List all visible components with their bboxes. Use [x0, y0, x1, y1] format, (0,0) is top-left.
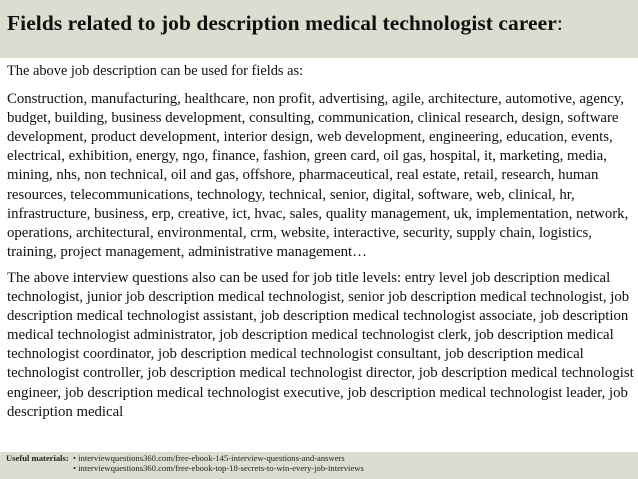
footer-link-2[interactable]: • interviewquestions360.com/free-ebook-top-18-secrets-to-win-every-job-interviews	[73, 463, 364, 473]
fields-paragraph: Construction, manufacturing, healthcare, non profit, advertising, agile, architecture, automotive, agency, budget, building, business development, consulting, communication, clinical research, design, software development, product development, interior design, web development, engineering, education, events, electrical, exhibition, energy, ngo, finance, fashion, green card, oil gas, hospital, it, marketing, media, mining, nhs, non technical, oil and gas, offshore, pharmaceutical, real estate, retail, research, human resources, telecommunications, technology, technical, senior, digital, software, web, clinical, hr, infrastructure, business, erp, creative, ict, hvac, sales, quality management, uk, implementation, network, operations, architectural, environmental, crm, website, interactive, security, supply chain, logistics, training, project management, administrative management…	[7, 91, 629, 260]
main-content	[7, 62, 635, 422]
footer-label-colon: :	[65, 453, 69, 463]
footer-row-1	[6, 453, 638, 463]
footer-label	[6, 453, 73, 463]
footer-label-text: Useful materials	[6, 453, 66, 463]
intro-paragraph: The above job description can be used for fields as:	[7, 63, 304, 79]
title-bar	[0, 0, 638, 58]
footer-row-2	[6, 463, 638, 473]
page-title-colon: :	[556, 11, 563, 35]
page-title	[7, 10, 638, 36]
footer	[0, 452, 638, 479]
levels-paragraph: The above interview questions also can be used for job title levels: entry level job description medical technologist, junior job description medical technologist, senior job description medical technologist, job description medical technologist assistant, job description medical technologist associate, job description medical technologist administrator, job description medical technologist clerk, job description medical technologist coordinator, job description medical technologist consultant, job description medical technologist controller, job description medical technologist director, job description medical technologist engineer, job description medical technologist executive, job description medical technologist leader, job description medical	[7, 269, 634, 420]
page-title-text: Fields related to job description medical technologist career	[7, 11, 557, 35]
footer-link-1[interactable]: • interviewquestions360.com/free-ebook-145-interview-questions-and-answers	[73, 453, 345, 463]
